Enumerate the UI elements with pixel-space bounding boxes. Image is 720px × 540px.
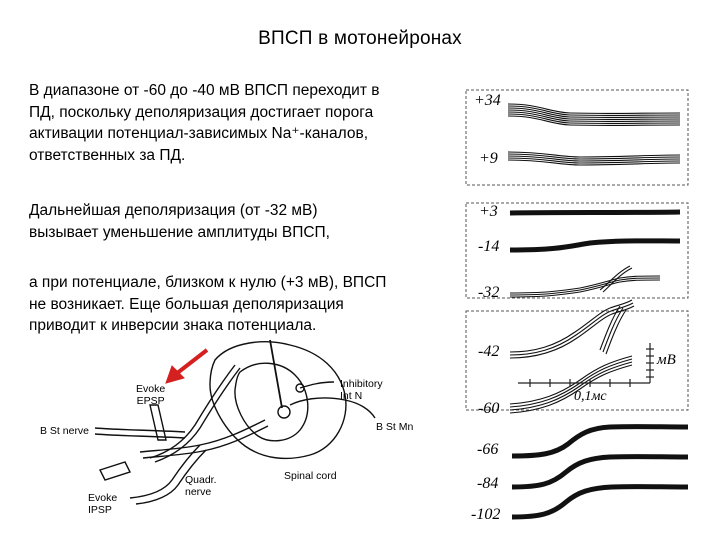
recording-microelectrode <box>270 340 282 408</box>
label-minus-84: -84 <box>477 475 499 492</box>
label-plus-3: +3 <box>479 203 498 220</box>
trace-minus-84 <box>512 457 688 487</box>
text-line: приводит к инверсии знака потенциала. <box>29 317 317 334</box>
label-spinal-cord: Spinal cord <box>284 470 337 482</box>
label-quadr-nerve: Quadr. nerve <box>185 474 217 498</box>
scale-label-time: 0,1мс <box>574 389 607 404</box>
slide-title: ВПСП в мотонейронах <box>258 28 462 49</box>
scale-bar <box>518 343 654 387</box>
scale-label-mv: мВ <box>657 352 676 368</box>
trace-plus-9 <box>508 152 680 165</box>
label-minus-42: -42 <box>478 343 500 360</box>
label-minus-60: -60 <box>478 400 500 417</box>
text-line: активации потенциал-зависимых Na⁺-каналов, <box>29 125 368 142</box>
text-line: не возникает. Еще большая деполяризация <box>29 295 344 313</box>
label-b-st-mn: B St Mn <box>376 421 414 433</box>
label-minus-32: -32 <box>478 284 500 301</box>
label-plus-9: +9 <box>479 150 498 167</box>
label-evoke-ipsp: Evoke IPSP <box>88 492 118 516</box>
motoneuron-soma <box>278 406 290 418</box>
b-st-nerve-fibre <box>95 428 185 432</box>
dorsal-root <box>150 365 235 458</box>
label-b-st-nerve: B St nerve <box>40 425 90 437</box>
label-minus-102: -102 <box>471 506 501 523</box>
text-line: ответственных за ПД. <box>29 146 186 164</box>
trace-minus-42 <box>510 300 634 358</box>
label-evoke-epsp: Evoke EPSP <box>136 383 166 407</box>
label-minus-66: -66 <box>477 441 499 458</box>
text-line: ПД, поскольку деполяризация достигает порога <box>29 103 374 121</box>
trace-plus-34 <box>508 104 680 125</box>
text-line: а при потенциале, близком к нулю (+3 мВ), ВПСП <box>29 274 387 291</box>
label-minus-14: -14 <box>478 238 500 255</box>
trace-minus-60 <box>510 356 632 413</box>
trace-minus-102 <box>512 487 688 517</box>
trace-minus-14 <box>510 241 680 250</box>
electrode-evoke-ipsp <box>100 462 130 480</box>
text-line: В диапазоне от -60 до -40 мВ ВПСП переходит в <box>29 82 380 99</box>
electrode-evoke-epsp <box>150 405 166 440</box>
red-arrow <box>166 350 207 383</box>
label-plus-34: +34 <box>474 92 501 109</box>
text-line: вызывает уменьшение амплитуды ВПСП, <box>29 223 330 241</box>
label-inhibitory-int-n: Inhibitory Int N <box>340 378 383 402</box>
text-line: Дальнейшая деполяризация (от -32 мВ) <box>29 202 318 219</box>
trace-minus-32 <box>510 266 660 297</box>
trace-minus-66 <box>512 427 688 456</box>
trace-plus-3 <box>510 212 680 213</box>
